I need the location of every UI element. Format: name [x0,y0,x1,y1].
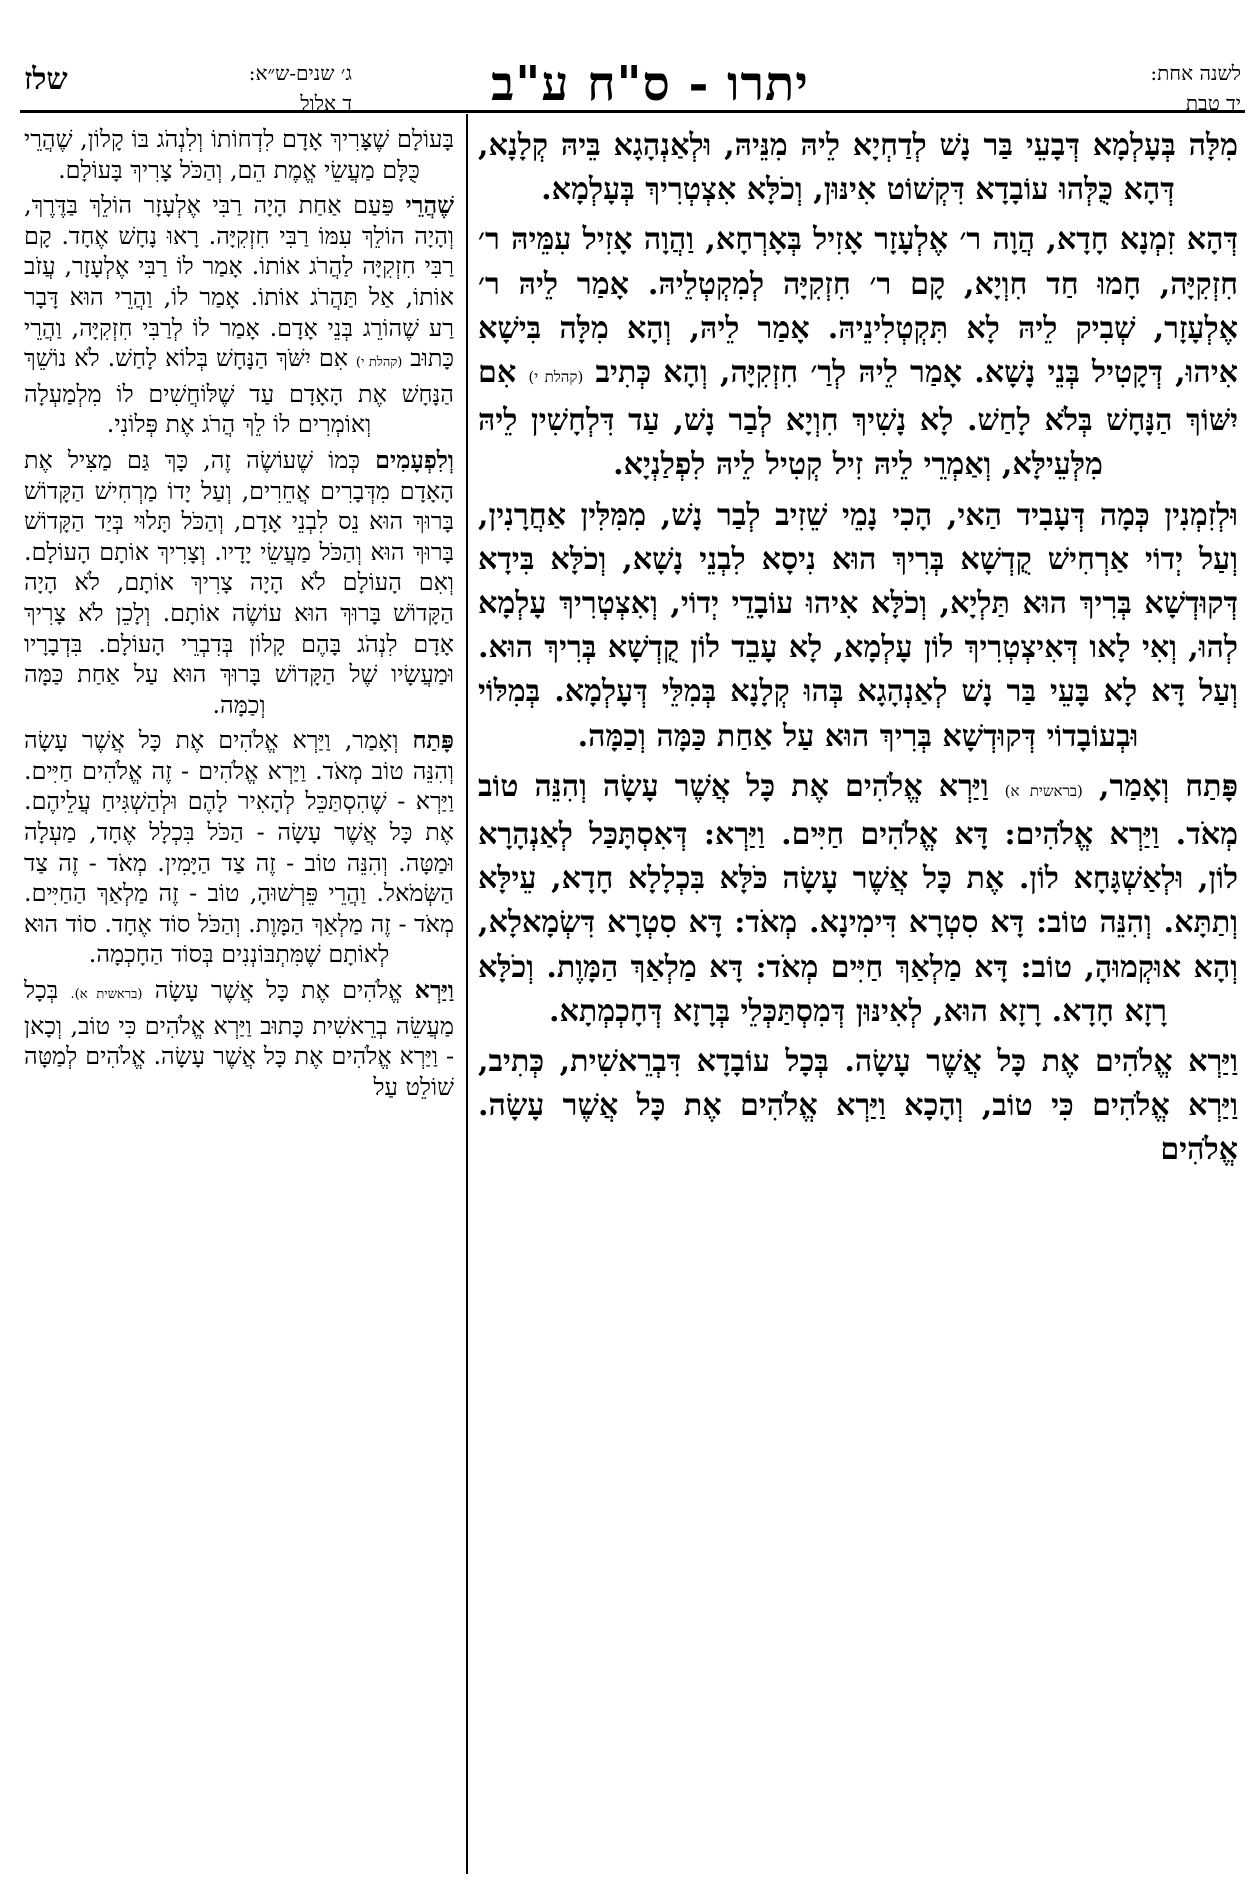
main-text-column [478,124,1238,1179]
main-p5: וַיַּרְא אֱלֹהִים אֶת כָּל אֲשֶׁר עָשָׂה. בְּכָל עוֹבָדָא דִּבְרֵאשִׁית, כְּתִיב, וַיַּרְא אֱלֹהִים כִּי טוֹב, וְהָכָא וַיַּרְא אֱלֹהִים אֶת כָּל אֲשֶׁר עָשָׂה. אֱלֹהִים [478,1044,1238,1168]
commentary-c2-end: אִם יִשֹּׁךְ הַנָּחָשׁ בְּלוֹא לָחַשׁ. לֹא נוֹשֵׁךְ הַנָּחָשׁ אֶת הָאָדָם עַד שֶׁלּוֹחֲשִׁים לוֹ מִלְמַעְלָה וְאוֹמְרִים לוֹ לֵךְ הֲרֹג אֶת פְּלוֹנִי. [24,344,454,439]
header-right [1071,58,1241,118]
commentary-column [24,124,454,1107]
commentary-c5-lead: וַיַּרְא [414,976,454,1005]
main-paragraph [478,218,1238,487]
main-p2: דְּהָא זִמְנָא חָדָא, הֲוָה ר׳ אֶלְעָזָר אָזִיל בְּאָרְחָא, וַהֲוָה אָזִיל עִמֵּיהּ ר׳ חִזְקִיָּה, חָמוּ חַד חִוְיָא, קָם ר׳ חִזְקִיָּה לְמִקְטְלֵיהּ. אָמַר לֵיהּ ר׳ אֶלְעָזָר, שְׁבִיק לֵיהּ לָא תִּקְטְלִינֵיהּ. אָמַר לֵיהּ, וְהָא מִלָּה בִּישָׁא אִיהוּ, דְּקָטִיל בְּנֵי נָשָׁא. אָמַר לֵיהּ לְרַ׳ חִזְקִיָּה, וְהָא כְּתִיב [478,222,1239,391]
main-p3: וּלְזִמְנִין כְּמָה דְּעָבִיד הַאי, הָכִי נָמֵי שֵׁזִיב לְבַר נָשׁ, מִמִּלִּין אַחֲרָנִין, וְעַל יְדוֹי אַרְחִישׁ קֻדְשָׁא בְּרִיךְ הוּא נִיסָא לִבְנֵי נָשָׁא, וְכֹלָּא בִּידָא דְּקוּדְשָׁא בְּרִיךְ הוּא תַּלְיָא, וְכֹלָּא אִיהוּ עוֹבָדֵי יְדוֹי, וְאִצְטְרִיךְ עָלְמָא לְהוּ, וְאִי לָאו דְּאִיצְטְרִיךְ לוֹן עָלְמָא, לָא עָבֵד לוֹן קֻדְשָׁא בְּרִיךְ הוּא. וְעַל דָּא לָא בָּעֵי בַּר נָשׁ לְאַנְהָגָא בְּהוּ קְלָנָא בְּמִלֵּי דְּעָלְמָא. בְּמִלּוֹי וּבְעוֹבָדוֹי דְּקוּדְשָׁא בְּרִיךְ הוּא עַל אַחַת כַּמָּה וְכַמָּה. [478,497,1238,754]
main-paragraph [478,494,1238,759]
commentary-c3: כְּמוֹ שֶׁעוֹשֶׂה זֶה, כָּךְ גַּם מַצִּיל אֶת הָאָדָם מִדְּבָרִים אֲחֵרִים, וְעַל יָדוֹ מַרְחִישׁ הַקָּדוֹשׁ בָּרוּךְ הוּא נֵס לִבְנֵי אָדָם, וְהַכֹּל תָּלוּי בְּיַד הַקָּדוֹשׁ בָּרוּךְ הוּא וְהַכֹּל מַעֲשֵׂי יָדָיו. וְצָרִיךְ אוֹתָם הָעוֹלָם. וְאִם הָעוֹלָם לֹא הָיָה צָרִיךְ אוֹתָם, לֹא הָיָה הַקָּדוֹשׁ בָּרוּךְ הוּא עוֹשֶׂה אוֹתָם. וְלָכֵן לֹא צָרִיךְ אָדָם לִנְהֹג בָּהֶם קָלוֹן בְּדִבְרֵי הָעוֹלָם. בִּדְבָרָיו וּמַעֲשָׂיו שֶׁל הַקָּדוֹשׁ בָּרוּךְ הוּא עַל אַחַת כַּמָּה וְכַמָּה. [24,445,454,719]
header-left-line2: ד אלול [300,91,352,115]
page-title: יתרו - ס"ח ע"ב [491,56,809,112]
page-header [0,0,1253,116]
header-right-line1: לשנה אחת: [1150,61,1241,85]
header-left-line1: ג׳ שנים-ש״א: [248,61,352,85]
header-rule [20,110,1245,113]
column-divider [466,114,468,1874]
header-left [122,58,352,118]
commentary-paragraph [24,975,454,1102]
commentary-c5: אֱלֹהִים אֶת כָּל אֲשֶׁר עָשָׂה [154,976,403,1005]
commentary-c1: בָּעוֹלָם שֶׁצָּרִיךְ אָדָם לִדְחוֹתוֹ וְלִנְהֹג בּוֹ קָלוֹן, שֶׁהֲרֵי כֻּלָּם מַעֲשֵׂי אֱמֶת הֵם, וְהַכֹּל צָרִיךְ בָּעוֹלָם. [24,125,454,184]
commentary-paragraph [24,725,454,970]
commentary-c5-end: בְּכָל מַעֲשֵׂה בְרֵאשִׁית כָּתוּב וַיַּרְא אֱלֹהִים כִּי טוֹב, וְכָאן - וַיַּרְא אֱלֹהִים אֶת כָּל אֲשֶׁר עָשָׂה. אֱלֹהִים לְמַטָּה שׁוֹלֵט עַל [24,976,454,1101]
commentary-c4: וְאָמַר, וַיַּרְא אֱלֹהִים אֶת כָּל אֲשֶׁר עָשָׂה וְהִנֵּה טוֹב מְאֹד. וַיַּרְא אֱלֹהִים - זֶה אֱלֹהִים חַיִּים. וַיַּרְא - שֶׁהִסְתַּכֵּל לְהָאִיר לָהֶם וּלְהַשְׁגִּיחַ עֲלֵיהֶם. אֶת כָּל אֲשֶׁר עָשָׂה - הַכֹּל בִּכְלָל אֶחָד, מַעְלָה וּמַטָּה. וְהִנֵּה טוֹב - זֶה צַד הַיָּמִין. מְאֹד - זֶה צַד הַשְּׂמֹאל. וַהֲרֵי פֵּרְשׁוּהָ, טוֹב - זֶה מַלְאַךְ הַחַיִּים. מְאֹד - זֶה מַלְאַךְ הַמָּוֶת. וְהַכֹּל סוֹד אֶחָד. סוֹד הוּא לְאוֹתָם שֶׁמִּתְבּוֹנְנִים בְּסוֹד הַחָכְמָה. [24,726,454,969]
commentary-paragraph [24,445,454,720]
main-p2-ref: (קהלת י) [528,368,584,387]
commentary-paragraph [24,190,454,440]
commentary-c2: פַּעַם אַחַת הָיָה רַבִּי אֶלְעָזָר הוֹלֵךְ בַּדֶּרֶךְ, וְהָיָה הוֹלֵךְ עִמּוֹ רַבִּי חִזְקִיָּה. רָאוּ נָחָשׁ אֶחָד. קָם רַבִּי חִזְקִיָּה לַהֲרֹג אוֹתוֹ. אָמַר לוֹ רַבִּי אֶלְעָזָר, עֲזֹב אוֹתוֹ, אַל תַּהֲרֹג אוֹתוֹ. אָמַר לוֹ, וַהֲרֵי הוּא דָּבָר רַע שֶׁהוֹרֵג בְּנֵי אָדָם. אָמַר לוֹ לְרַבִּי חִזְקִיָּה, וַהֲרֵי כָּתוּב [24,191,454,373]
main-p4-ref: (בראשית א) [1004,781,1083,800]
commentary-c4-lead: פָּתַח [412,726,454,755]
commentary-c5-ref: (בראשית א). [70,987,143,1003]
main-p2-end: אִם יִשּׁוֹךְ הַנָּחָשׁ בְּלֹא לָחַשׁ. לָא נָשִׁיךְ חִוְיָא לְבַר נָשׁ, עַד דִּלְחָשִׁין לֵיהּ מִלְּעֵילָּא, וְאַמְרֵי לֵיהּ זִיל קְטִיל לֵיהּ לִפְלַנְיָא. [478,355,1238,483]
commentary-c2-lead: שֶׁהֲרֵי [405,191,454,220]
main-p4: וַיַּרְא אֱלֹהִים אֶת כָּל אֲשֶׁר עָשָׂה וְהִנֵּה טוֹב מְאֹד. וַיַּרְא אֱלֹהִים: דָּא אֱלֹהִים חַיִּים. וַיַּרְא: דְּאִסְתָּכַּל לְאַנְהָרָא לוֹן, וּלְאַשְׁגָּחָא לוֹן. אֶת כָּל אֲשֶׁר עָשָׂה כֹּלָּא בִּכְלָלָא חָדָא, עֵילָּא וְתַתָּא. וְהִנֵּה טוֹב: דָּא סִטְרָא דִּימִינָא. מְאֹד: דָּא סִטְרָא דִּשְׂמָאלָא, וְהָא אוּקְמוּהָ, טוֹב: דָּא מַלְאַךְ חַיִּים מְאֹד: דָּא מַלְאַךְ הַמָּוֶת. וְכֹלָּא רָזָא חָדָא. רָזָא הוּא, לְאִינּוּן דְּמִסְתַּכְּלֵי בְּרָזָא דְּחָכְמְתָא. [478,768,1238,1029]
main-p4-lead: פָּתַח וְאָמַר, [1098,768,1239,804]
main-p1: מִלָּה בְּעָלְמָא דְּבָעֵי בַּר נָשׁ לְדַחְיָא לֵיהּ מִנֵּיהּ, וּלְאַנְהָגָא בֵּיהּ קְלָנָא, דְּהָא כֻּלְּהוּ עוֹבָדָא דִּקְשׁוֹט אִינּוּן, וְכֹלָּא אִצְטְרִיךְ בְּעָלְמָא. [478,128,1238,208]
page-number: שלז [24,62,68,97]
commentary-paragraph [24,124,454,185]
main-paragraph [478,124,1238,212]
commentary-c2-ref: (קהלת י) [355,355,403,371]
commentary-c3-lead: וְלִפְעָמִים [375,445,454,474]
main-paragraph [478,1040,1238,1173]
main-paragraph [478,765,1238,1034]
header-right-line2: יד טבת [1185,91,1241,115]
